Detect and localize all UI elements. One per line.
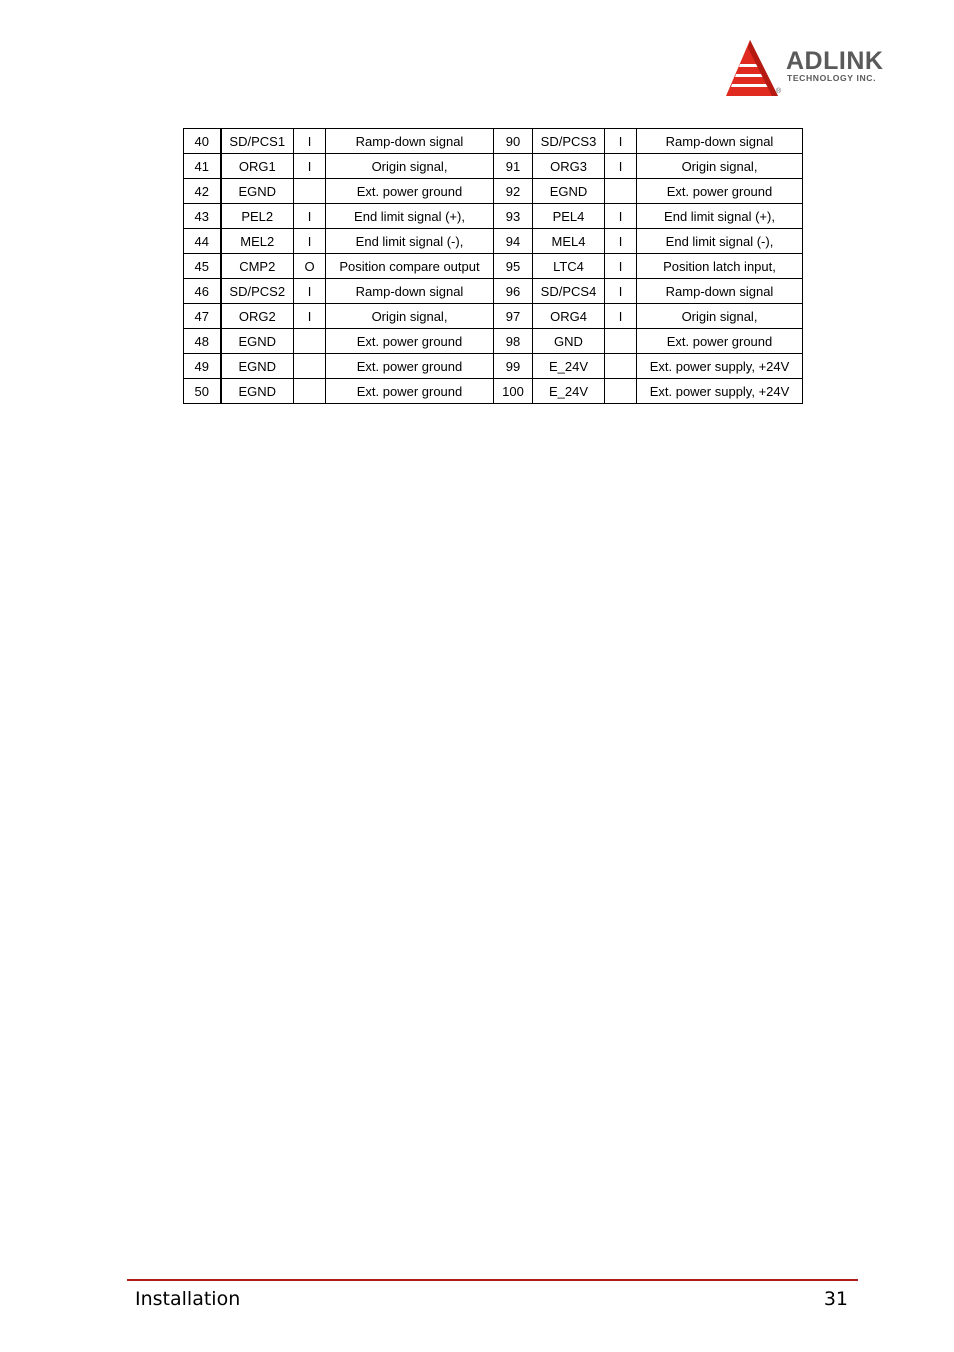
- cell-function-a: Ext. power ground: [326, 329, 494, 354]
- cell-signal-b: MEL4: [533, 229, 605, 254]
- cell-pin-b: 94: [494, 229, 533, 254]
- cell-io-a: I: [294, 229, 326, 254]
- cell-pin-a: 44: [184, 229, 221, 254]
- cell-pin-a: 50: [184, 379, 221, 404]
- pin-assignment-table: [183, 128, 803, 404]
- cell-io-b: I: [605, 154, 637, 179]
- table-row: [184, 354, 803, 379]
- cell-pin-a: 40: [184, 129, 221, 154]
- table-row: [184, 229, 803, 254]
- table-row: [184, 379, 803, 404]
- cell-function-a: Ramp-down signal: [326, 279, 494, 304]
- cell-signal-b: E_24V: [533, 354, 605, 379]
- cell-signal-a: SD/PCS1: [221, 129, 294, 154]
- cell-io-b: I: [605, 204, 637, 229]
- cell-signal-b: ORG3: [533, 154, 605, 179]
- logo-wordmark: ADLINK: [786, 47, 884, 75]
- table-row: [184, 254, 803, 279]
- cell-signal-b: PEL4: [533, 204, 605, 229]
- cell-signal-a: ORG2: [221, 304, 294, 329]
- cell-signal-b: GND: [533, 329, 605, 354]
- cell-io-b: [605, 179, 637, 204]
- cell-pin-b: 90: [494, 129, 533, 154]
- cell-signal-b: E_24V: [533, 379, 605, 404]
- cell-function-a: Origin signal,: [326, 154, 494, 179]
- adlink-logo: [722, 38, 912, 100]
- cell-io-b: [605, 354, 637, 379]
- cell-io-a: [294, 379, 326, 404]
- cell-function-b: Ext. power ground: [637, 329, 803, 354]
- cell-signal-a: EGND: [221, 179, 294, 204]
- cell-pin-a: 41: [184, 154, 221, 179]
- cell-function-a: End limit signal (+),: [326, 204, 494, 229]
- table-row: [184, 204, 803, 229]
- cell-pin-a: 43: [184, 204, 221, 229]
- cell-pin-a: 42: [184, 179, 221, 204]
- cell-pin-a: 46: [184, 279, 221, 304]
- cell-io-a: I: [294, 304, 326, 329]
- cell-io-b: I: [605, 129, 637, 154]
- cell-signal-b: LTC4: [533, 254, 605, 279]
- cell-io-a: [294, 354, 326, 379]
- cell-function-b: End limit signal (-),: [637, 229, 803, 254]
- table-row: [184, 329, 803, 354]
- cell-pin-b: 98: [494, 329, 533, 354]
- cell-signal-a: EGND: [221, 354, 294, 379]
- cell-function-b: Ext. power ground: [637, 179, 803, 204]
- table-row: [184, 279, 803, 304]
- cell-function-a: Ext. power ground: [326, 179, 494, 204]
- cell-signal-b: SD/PCS3: [533, 129, 605, 154]
- footer-rule: [127, 1279, 858, 1281]
- cell-function-a: Ramp-down signal: [326, 129, 494, 154]
- cell-io-b: I: [605, 254, 637, 279]
- cell-signal-a: ORG1: [221, 154, 294, 179]
- page-number: 31: [823, 1288, 848, 1310]
- trademark-symbol: ®: [776, 88, 782, 95]
- cell-function-b: Ext. power supply, +24V: [637, 379, 803, 404]
- cell-pin-b: 95: [494, 254, 533, 279]
- cell-function-b: Origin signal,: [637, 304, 803, 329]
- cell-io-a: O: [294, 254, 326, 279]
- cell-pin-a: 48: [184, 329, 221, 354]
- cell-function-b: End limit signal (+),: [637, 204, 803, 229]
- cell-signal-b: SD/PCS4: [533, 279, 605, 304]
- cell-signal-a: CMP2: [221, 254, 294, 279]
- table-row: [184, 129, 803, 154]
- cell-io-a: I: [294, 154, 326, 179]
- cell-pin-a: 47: [184, 304, 221, 329]
- cell-function-a: End limit signal (-),: [326, 229, 494, 254]
- cell-signal-a: SD/PCS2: [221, 279, 294, 304]
- cell-pin-a: 49: [184, 354, 221, 379]
- table-row: [184, 304, 803, 329]
- cell-function-a: Position compare output: [326, 254, 494, 279]
- cell-io-b: I: [605, 229, 637, 254]
- cell-function-b: Ramp-down signal: [637, 129, 803, 154]
- cell-function-a: Ext. power ground: [326, 379, 494, 404]
- cell-function-a: Origin signal,: [326, 304, 494, 329]
- cell-pin-b: 97: [494, 304, 533, 329]
- cell-signal-a: EGND: [221, 329, 294, 354]
- cell-signal-b: ORG4: [533, 304, 605, 329]
- cell-io-a: I: [294, 279, 326, 304]
- cell-pin-b: 92: [494, 179, 533, 204]
- cell-pin-b: 91: [494, 154, 533, 179]
- cell-signal-a: PEL2: [221, 204, 294, 229]
- cell-signal-b: EGND: [533, 179, 605, 204]
- logo-tagline: TECHNOLOGY INC.: [787, 73, 877, 83]
- table-row: [184, 154, 803, 179]
- cell-signal-a: EGND: [221, 379, 294, 404]
- footer-section-title: Installation: [135, 1288, 241, 1310]
- cell-pin-b: 100: [494, 379, 533, 404]
- cell-pin-a: 45: [184, 254, 221, 279]
- cell-pin-b: 93: [494, 204, 533, 229]
- cell-io-b: [605, 379, 637, 404]
- cell-io-b: I: [605, 279, 637, 304]
- cell-function-b: Origin signal,: [637, 154, 803, 179]
- cell-function-b: Ramp-down signal: [637, 279, 803, 304]
- table-row: [184, 179, 803, 204]
- cell-io-a: I: [294, 129, 326, 154]
- cell-io-b: I: [605, 304, 637, 329]
- cell-io-a: [294, 179, 326, 204]
- cell-io-a: [294, 329, 326, 354]
- cell-function-b: Position latch input,: [637, 254, 803, 279]
- cell-function-a: Ext. power ground: [326, 354, 494, 379]
- cell-io-a: I: [294, 204, 326, 229]
- cell-signal-a: MEL2: [221, 229, 294, 254]
- cell-pin-b: 99: [494, 354, 533, 379]
- cell-io-b: [605, 329, 637, 354]
- cell-function-b: Ext. power supply, +24V: [637, 354, 803, 379]
- cell-pin-b: 96: [494, 279, 533, 304]
